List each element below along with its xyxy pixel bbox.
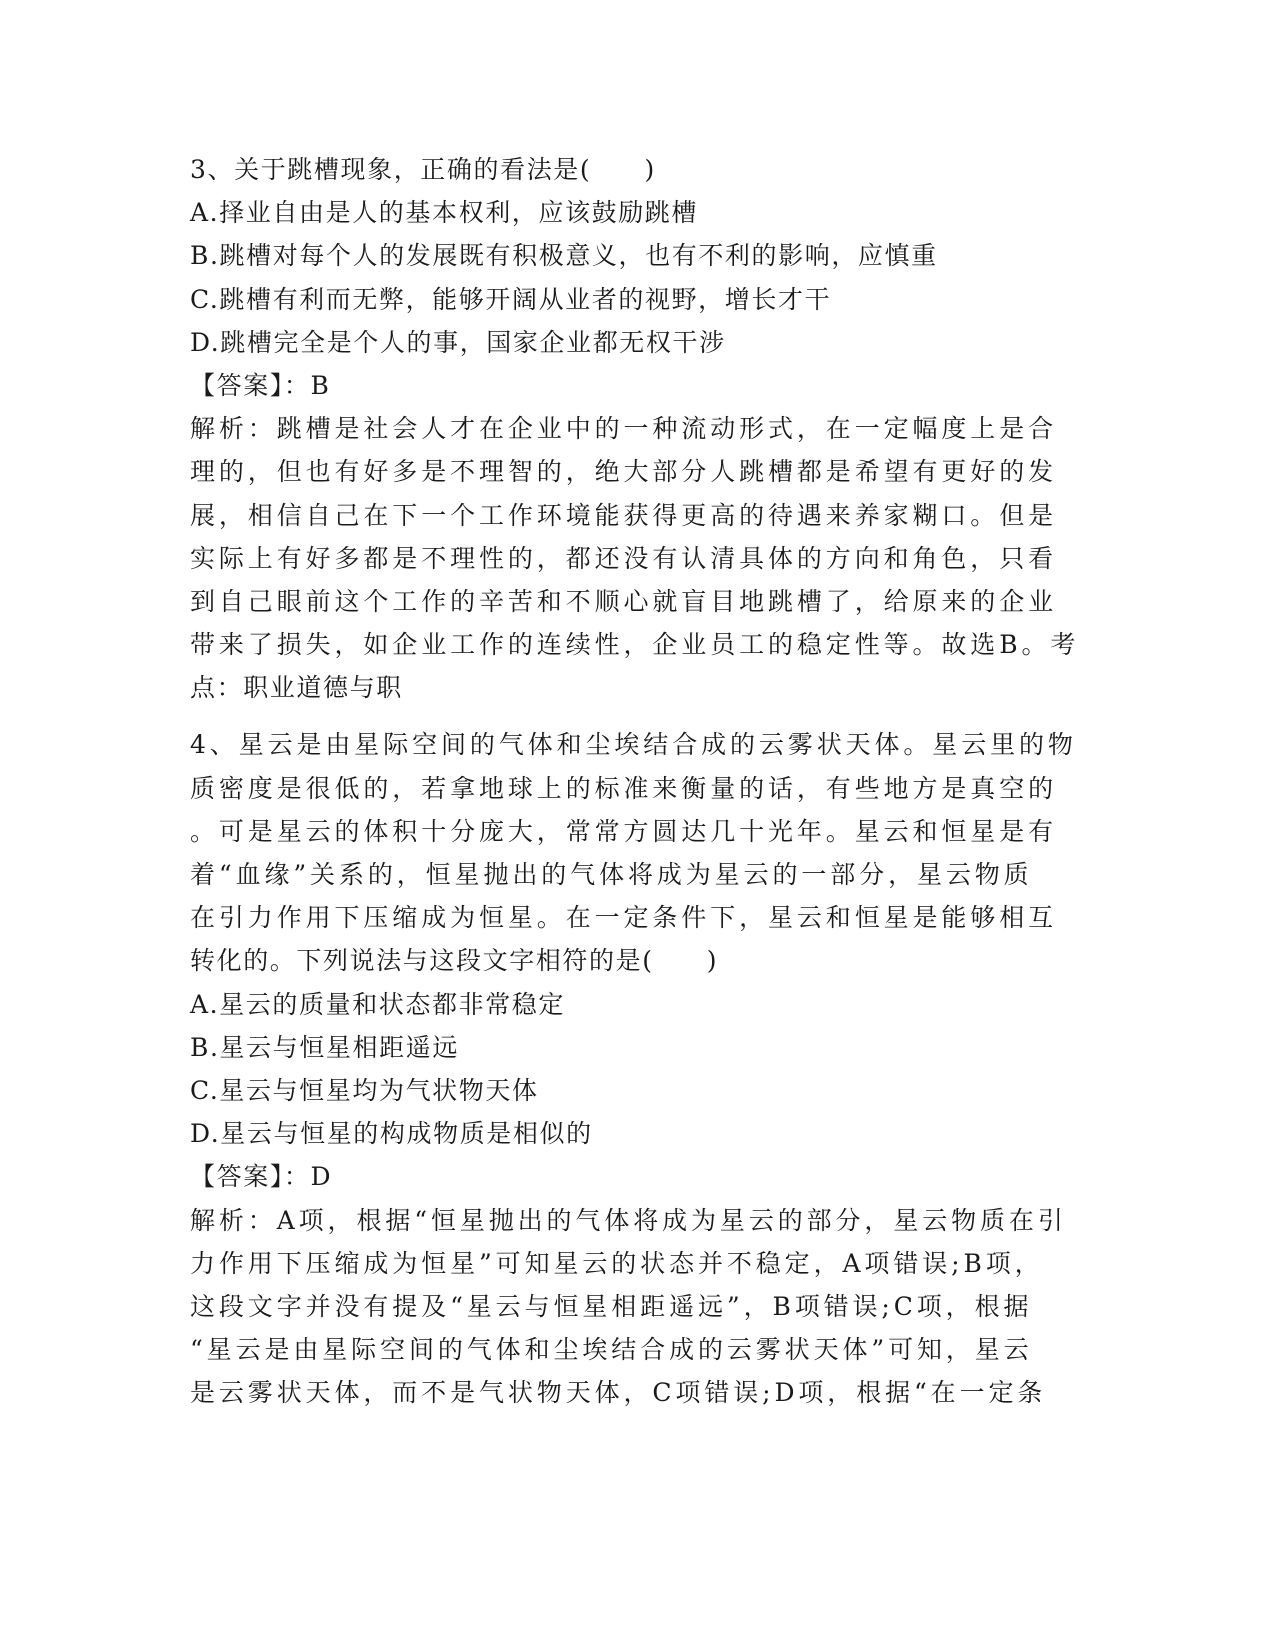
analysis-line: 理的，但也有好多是不理智的，绝大部分人跳槽都是希望有更好的发 (190, 457, 1058, 487)
question-4-option-a: A.星云的质量和状态都非常稳定 (190, 989, 566, 1019)
analysis-line: 展，相信自己在下一个工作环境能获得更高的待遇来养家糊口。但是 (190, 500, 1058, 530)
question-3-stem: 3、关于跳槽现象，正确的看法是( ) (190, 155, 656, 184)
analysis-line: 带来了损失，如企业工作的连续性，企业员工的稳定性等。故选B。考 (190, 630, 1080, 660)
analysis-line: 力作用下压缩成为恒星”可知星云的状态并不稳定，A项错误;B项， (190, 1248, 1044, 1278)
question-4-option-d: D.星云与恒星的构成物质是相似的 (190, 1119, 593, 1149)
analysis-line: 是云雾状天体，而不是气状物天体，C项错误;D项，根据“在一定条 (190, 1378, 1047, 1408)
analysis-line: “星云是由星际空间的气体和尘埃结合成的云雾状天体”可知，星云 (190, 1335, 1033, 1365)
question-3-option-c: C.跳槽有利而无弊，能够开阔从业者的视野，增长才干 (190, 284, 832, 314)
analysis-line: 到自己眼前这个工作的辛苦和不顺心就盲目地跳槽了，给原来的企业 (190, 586, 1058, 616)
stem-line: 质密度是很低的，若拿地球上的标准来衡量的话，有些地方是真空的 (190, 773, 1058, 803)
analysis-line: 这段文字并没有提及“星云与恒星相距遥远”，B项错误;C项，根据 (190, 1291, 1033, 1321)
question-4-answer: 【答案】：D (190, 1162, 333, 1192)
question-3-option-d: D.跳槽完全是个人的事，国家企业都无权干涉 (190, 327, 726, 357)
question-3-answer: 【答案】：B (190, 370, 331, 400)
question-4-stem (190, 723, 1090, 982)
stem-line: 转化的。下列说法与这段文字相符的是( ) (190, 946, 719, 976)
analysis-line: 解析：跳槽是社会人才在企业中的一种流动形式，在一定幅度上是合 (190, 414, 1058, 444)
question-3 (190, 148, 1090, 709)
analysis-line: 实际上有好多都是不理性的，都还没有认清具体的方向和角色，只看 (190, 543, 1058, 573)
question-4-analysis (190, 1199, 1090, 1415)
question-3-option-a: A.择业自由是人的基本权利，应该鼓励跳槽 (190, 198, 699, 228)
document-page (190, 148, 1090, 1414)
analysis-line: 点：职业道德与职 (190, 673, 403, 703)
question-3-analysis (190, 407, 1090, 709)
analysis-line: 解析：A项，根据“恒星抛出的气体将成为星云的部分，星云物质在引 (190, 1205, 1067, 1235)
question-3-option-b: B.跳槽对每个人的发展既有积极意义，也有不利的影响，应慎重 (190, 241, 938, 271)
stem-line: 。可是星云的体积十分庞大，常常方圆达几十光年。星云和恒星是有 (190, 816, 1058, 846)
stem-line: 在引力作用下压缩成为恒星。在一定条件下，星云和恒星是能够相互 (190, 903, 1058, 933)
question-4-option-c: C.星云与恒星均为气状物天体 (190, 1075, 539, 1105)
stem-line: 着“血缘”关系的，恒星抛出的气体将成为星云的一部分，星云物质 (190, 860, 1033, 889)
stem-line: 4、星云是由星际空间的气体和尘埃结合成的云雾状天体。星云里的物 (190, 730, 1077, 760)
question-spacer (190, 709, 1090, 723)
question-4 (190, 723, 1090, 1414)
question-4-option-b: B.星云与恒星相距遥远 (190, 1032, 459, 1062)
